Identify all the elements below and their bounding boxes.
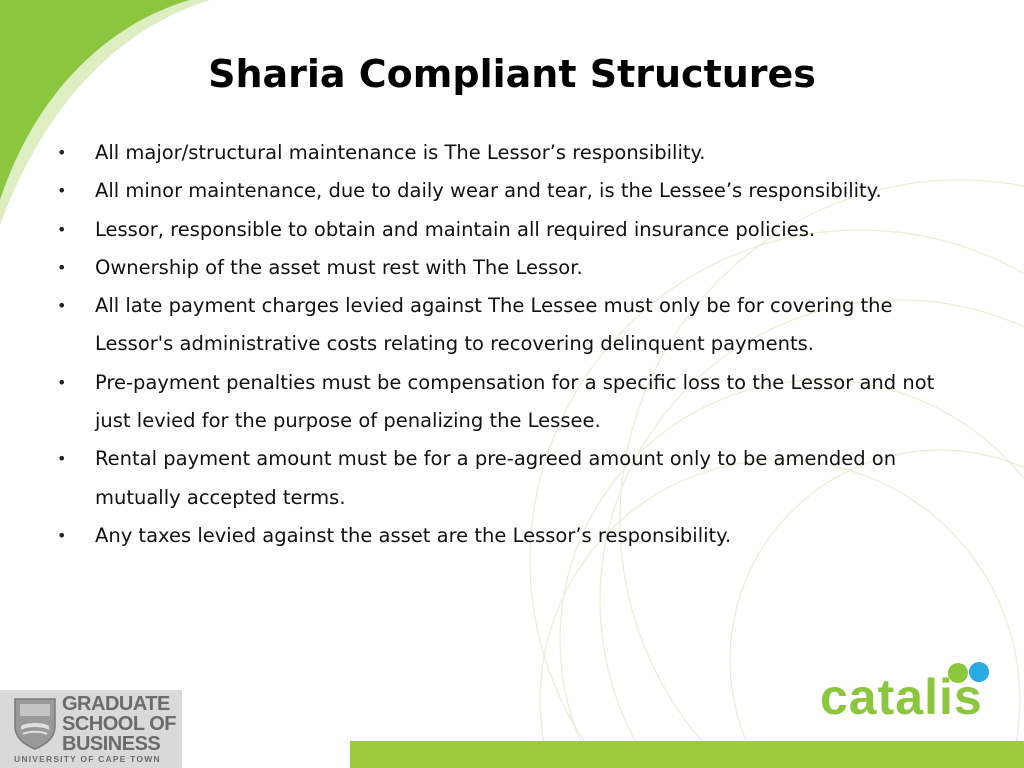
bullet-item	[57, 211, 957, 249]
bullet-item	[57, 172, 957, 210]
bullet-text: All minor maintenance, due to daily wear and tear, is the Lessee’s responsibility.	[95, 179, 882, 203]
bullet-item	[57, 134, 957, 172]
gsb-university: UNIVERSITY OF CAPE TOWN	[14, 754, 161, 764]
gsb-line2: SCHOOL OF	[62, 713, 177, 735]
bullet-list	[57, 134, 957, 555]
gsb-line1: GRADUATE	[62, 693, 170, 715]
bullet-text: All major/structural maintenance is The Lessor’s responsibility.	[95, 141, 706, 164]
gsb-line3: BUSINESS	[62, 733, 161, 755]
bullet-dot: •	[57, 372, 67, 392]
bullet-dot: •	[57, 219, 67, 239]
bullet-item	[57, 249, 957, 287]
bullet-dot: •	[57, 181, 67, 201]
gsb-logo	[0, 690, 182, 768]
slide-title: Sharia Compliant Structures	[208, 52, 816, 96]
bullet-text: Rental payment amount must be for a pre-agreed amount only to be amended on mutually accepted terms.	[95, 447, 897, 509]
bullet-text: Lessor, responsible to obtain and maintain all required insurance policies.	[95, 217, 816, 241]
bullet-dot: •	[57, 449, 67, 469]
bullet-dot: •	[57, 143, 67, 162]
bullet-text: Any taxes levied against the asset are the Lessor’s responsibility.	[95, 523, 732, 547]
bullet-item	[57, 287, 957, 364]
bullet-dot: •	[57, 296, 67, 316]
bullet-dot: •	[57, 525, 67, 545]
bullet-item	[57, 517, 957, 555]
bullet-text: All late payment charges levied against The Lessee must only be for covering the Lessor's administrative costs relating to recovering delinquent payments.	[95, 294, 893, 356]
catalis-logo: catalis	[820, 669, 983, 725]
bullet-dot: •	[57, 257, 67, 277]
bullet-item	[57, 440, 957, 517]
shield-crest-icon	[12, 696, 58, 750]
bullet-text: Pre-payment penalties must be compensation for a specific loss to the Lessor and not just levied for the purpose of penalizing the Lessee.	[95, 370, 935, 433]
bottom-accent-bar	[350, 741, 1024, 768]
bullet-text: Ownership of the asset must rest with The Lessor.	[95, 255, 583, 279]
bullet-item	[57, 364, 957, 441]
